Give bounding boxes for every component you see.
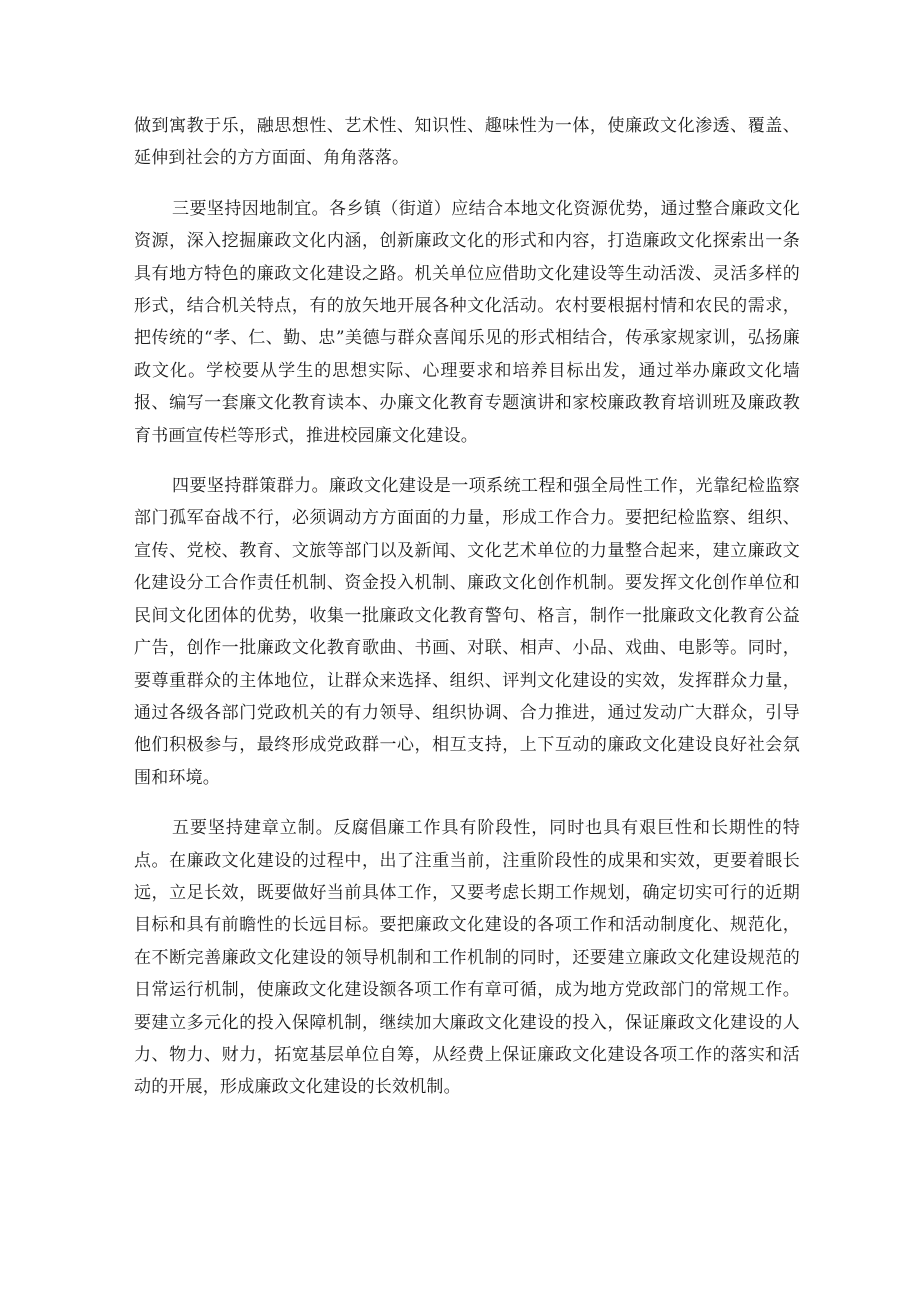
paragraph-point-four: 四要坚持群策群力。廉政文化建设是一项系统工程和强全局性工作，光靠纪检监察部门孤军奋战不行，必须调动方方面面的力量，形成工作合力。要把纪检监察、组织、宣传、党校、教育、文旅等部门以及新闻、文化艺术单位的力量整合起来，建立廉政文化建设分工合作责任机制、资金投入机制、廉政文化创作机制。要发挥文化创作单位和民间文化团体的优势，收集一批廉政文化教育警句、格言，制作一批廉政文化教育公益广告，创作一批廉政文化教育歌曲、书画、对联、相声、小品、戏曲、电影等。同时，要尊重群众的主体地位，让群众来选择、组织、评判文化建设的实效，发挥群众力量，通过各级各部门党政机关的有力领导、组织协调、合力推进，通过发动广大群众，引导他们积极参与，最终形成党政群一心，相互支持，上下互动的廉政文化建设良好社会氛围和环境。 [134, 476, 800, 788]
paragraph-continuation: 做到寓教于乐，融思想性、艺术性、知识性、趣味性为一体，使廉政文化渗透、覆盖、延伸到社会的方方面面、角角落落。 [134, 116, 800, 169]
paragraph-point-three: 三要坚持因地制宜。各乡镇（街道）应结合本地文化资源优势，通过整合廉政文化资源，深入挖掘廉政文化内涵，创新廉政文化的形式和内容，打造廉政文化探索出一条具有地方特色的廉政文化建设之路。机关单位应借助文化建设等生动活泼、灵活多样的形式，结合机关特点，有的放矢地开展各种文化活动。农村要根据村情和农民的需求，把传统的“孝、仁、勤、忠”美德与群众喜闻乐见的形式相结合，传承家规家训，弘扬廉政文化。学校要从学生的思想实际、心理要求和培养目标出发，通过举办廉政文化墙报、编写一套廉文化教育读本、办廉文化教育专题演讲和家校廉政教育培训班及廉政教育书画宣传栏等形式，推进校园廉文化建设。 [134, 198, 800, 446]
paragraph-point-five: 五要坚持建章立制。反腐倡廉工作具有阶段性，同时也具有艰巨性和长期性的特点。在廉政文化建设的过程中，出了注重当前，注重阶段性的成果和实效，更要着眼长远，立足长效，既要做好当前具体工作，又要考虑长期工作规划，确定切实可行的近期目标和具有前瞻性的长远目标。要把廉政文化建设的各项工作和活动制度化、规范化，在不断完善廉政文化建设的领导机制和工作机制的同时，还要建立廉政文化建设规范的日常运行机制，使廉政文化建设额各项工作有章可循，成为地方党政部门的常规工作。要建立多元化的投入保障机制，继续加大廉政文化建设的投入，保证廉政文化建设的人力、物力、财力，拓宽基层单位自筹，从经费上保证廉政文化建设各项工作的落实和活动的开展，形成廉政文化建设的长效机制。 [134, 818, 800, 1098]
document-body [134, 110, 800, 1122]
